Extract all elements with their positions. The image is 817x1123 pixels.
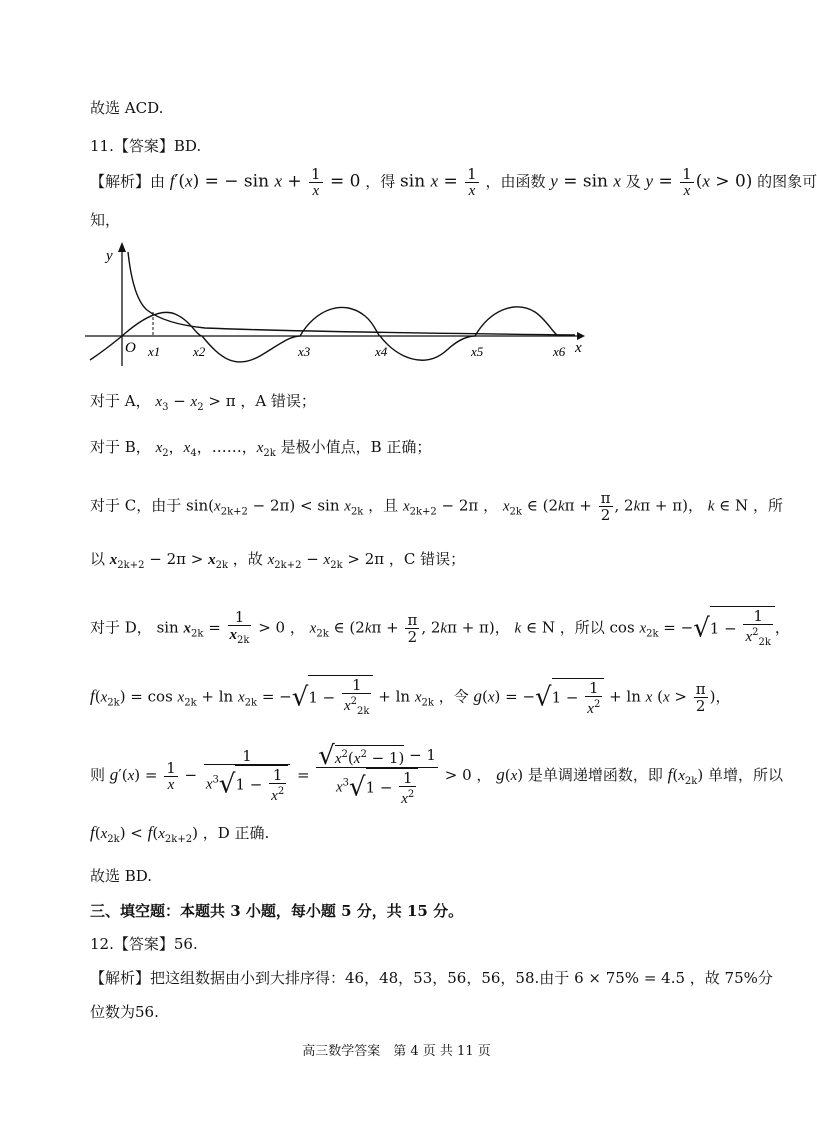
hyperbola-curve	[128, 252, 575, 335]
option-b: 对于 B， $x_2$，$x_4$，……，$x_{2k}$ 是极小值点，B 正确；	[90, 438, 432, 459]
text-line: 故选 ACD.	[90, 99, 164, 117]
tick-x6: x6	[553, 344, 566, 359]
origin-label: O	[125, 340, 136, 356]
option-a: 对于 A， $x_3 - x_2 > \pi$ ，A 错误；	[90, 392, 316, 413]
tick-x4: x4	[375, 344, 388, 359]
text-line: 知，	[90, 211, 121, 229]
option-c: 对于 C，由于 $\sin(x_{2k+2} - 2\pi) < \sin x_{2k}$ ，且 $x_{2k+2} - 2\pi$ ， $x_{2k}$ ∈ (2kπ + $\frac{\pi}{2}$ , 2kπ + π)， k ∈ N ，所	[90, 489, 783, 524]
tick-x2: x2	[193, 344, 206, 359]
y-axis-arrow	[118, 242, 126, 252]
section-3-heading: 三、填空题：本题共 3 小题，每小题 5 分，共 15 分。	[90, 902, 464, 920]
tick-x5: x5	[471, 344, 484, 359]
tick-x1: x1	[148, 344, 161, 359]
x-label: x	[575, 340, 582, 356]
option-d: 对于 D， $\sin x_{2k}$ = $\frac{1}{x_{2k}}$ > 0 ， $x_{2k}$ ∈ (2kπ + $\frac{\pi}{2}$ , 2kπ + π)， k ∈ N ，所以 $\cos x_{2k} = -√1$ − $\frac{1}{x^2_{2k}}$ ，	[90, 606, 790, 651]
tick-x3: x3	[298, 344, 311, 359]
answer-12: 12.【答案】56.	[90, 935, 198, 953]
fx2k-line: $f(x_{2k}) = \cos x_{2k} + \ln x_{2k} = -√1$ − $\frac{1}{x^2_{2k}}$ + $\ln x_{2k}$ ，令 g(x) = −√1 − $\frac{1}{x^2}$ + ln x (x > $\frac{\pi}{2}$ )，	[90, 675, 730, 720]
option-c-cont: 以 $x_{2k+2} - 2\pi > x_{2k}$ ，故 $x_{2k+2} - x_{2k} > 2\pi$ ，C 错误；	[90, 550, 466, 571]
analysis-12-cont: 位数为56.	[90, 1003, 159, 1021]
page-footer: 高三数学答案 第 4 页 共 11 页	[302, 1044, 491, 1059]
gprime-line: 则 g′(x) = $\frac{1}{x}$ − 1 $x^3√1$ − $\frac{1}{x^2}$ = $√x^2(x^2 - 1) - 1$ $x^3√1$ − $\frac{1}{x^2}$ > 0 ， g(x) 是单调递增函数，即 $f(x_{2k})$ 单增，所以	[90, 741, 783, 807]
analysis-11: 【解析】由 f′(x) = − sin x + $\frac{1}{x}$ = 0 ，得 sin x = $\frac{1}{x}$ ，由函数 y = sin x 及 y = $\frac{1}{x}$ (x > 0) 的图象可	[90, 165, 817, 199]
x-axis-arrow	[577, 332, 585, 340]
answer-11: 11.【答案】BD.	[90, 137, 202, 155]
choose-bd: 故选 BD.	[90, 867, 153, 885]
y-label: y	[106, 248, 113, 264]
conclusion-d: $f(x_{2k}) < f(x_{2k+2})$ ，D 正确.	[90, 823, 270, 845]
analysis-12: 【解析】把这组数据由小到大排序得：46，48，53，56，56，58.由于 6 × 75% = 4.5 ，故 75%分	[90, 969, 773, 987]
function-graph	[85, 238, 595, 368]
